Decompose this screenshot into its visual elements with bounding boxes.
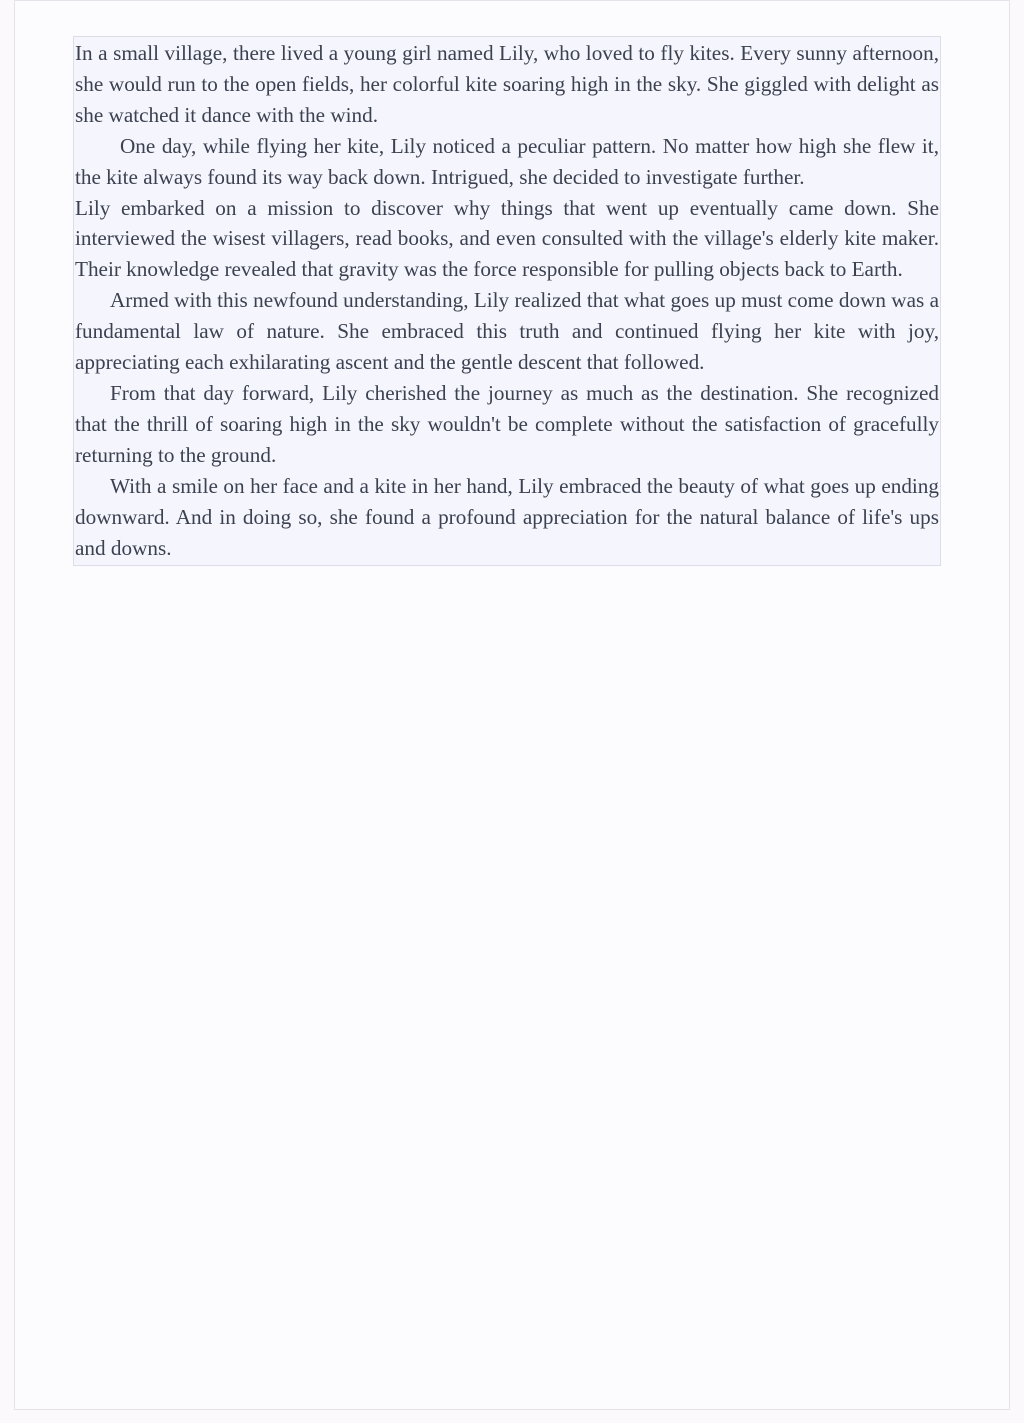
document-page [14, 0, 1010, 1410]
paragraph-2: One day, while flying her kite, Lily noticed a peculiar pattern. No matter how high she flew it, the kite always found its way back down. Intrigued, she decided to investigate further. [75, 133, 939, 189]
paragraph-1: In a small village, there lived a young girl named Lily, who loved to fly kites. Every sunny afternoon, she would run to the open fields, her colorful kite soaring high in the sky. She giggled with delight as she watched it dance with the wind. [75, 41, 939, 127]
paragraph-3: Lily embarked on a mission to discover why things that went up eventually came down. She interviewed the wisest villagers, read books, and even consulted with the village's elderly kite maker. Their knowledge revealed that gravity was the force responsible for pulling objects back to Earth. [75, 195, 939, 282]
paragraph-4: Armed with this newfound understanding, Lily realized that what goes up must come down was a fundamental law of nature. She embraced this truth and continued flying her kite with joy, appreciating each exhilarating ascent and the gentle descent that followed. [75, 288, 939, 375]
story-text-block [73, 36, 941, 566]
paragraph-6: With a smile on her face and a kite in her hand, Lily embraced the beauty of what goes up ending downward. And in doing so, she found a profound appreciation for the natural balance of life's ups and downs. [75, 473, 939, 560]
paragraph-5: From that day forward, Lily cherished the journey as much as the destination. She recognized that the thrill of soaring high in the sky wouldn't be complete without the satisfaction of gracefully returning to the ground. [75, 380, 939, 467]
